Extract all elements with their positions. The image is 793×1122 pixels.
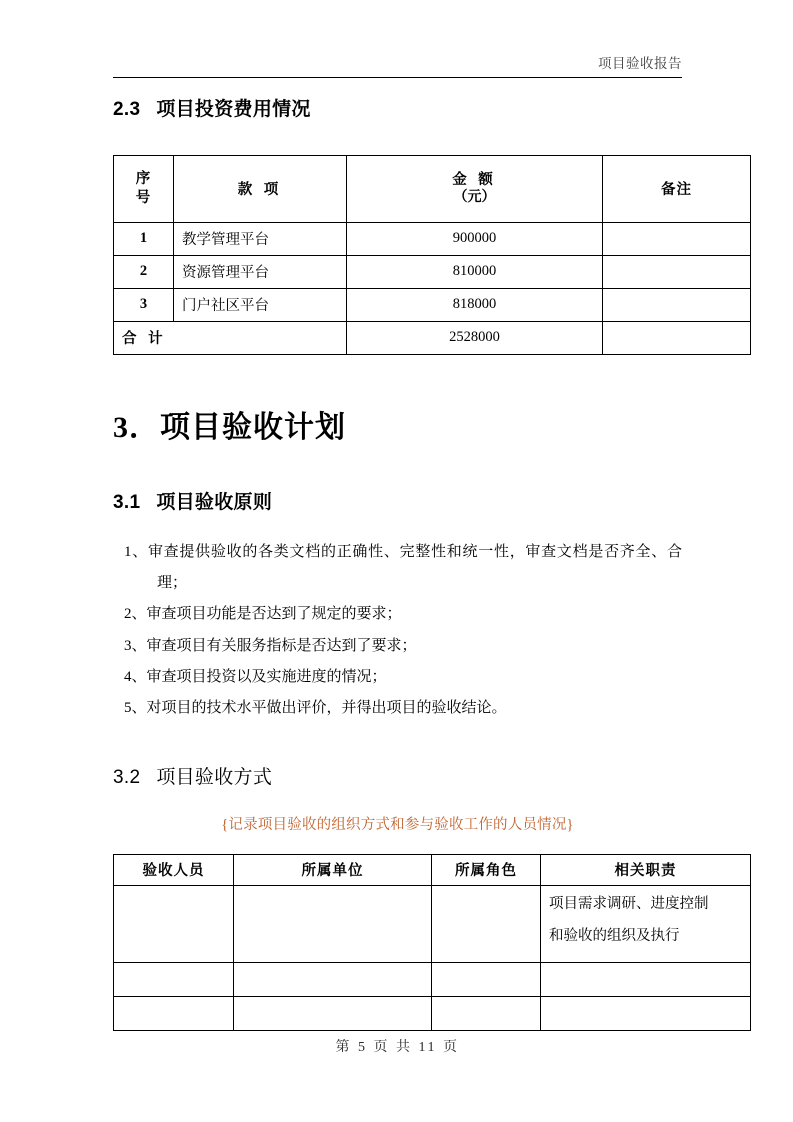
page-footer: 第 5 页 共 11 页 bbox=[335, 1040, 460, 1055]
running-header-rule bbox=[113, 77, 682, 78]
cell-remark bbox=[603, 222, 751, 255]
cell-no: 3 bbox=[114, 288, 174, 321]
cell-remark bbox=[603, 255, 751, 288]
acceptance-personnel-table bbox=[113, 854, 751, 1031]
cell-responsibility bbox=[541, 885, 751, 962]
cell-person bbox=[114, 996, 234, 1030]
cell-item: 门户社区平台 bbox=[174, 288, 347, 321]
heading-acceptance-plan: 3．项目验收计划 bbox=[113, 410, 346, 444]
cell-amount: 818000 bbox=[347, 288, 603, 321]
table-header-row bbox=[114, 155, 751, 222]
cell-total-remark bbox=[603, 321, 751, 354]
table-row bbox=[114, 962, 751, 996]
cell-role bbox=[432, 962, 541, 996]
table-header-row bbox=[114, 854, 751, 885]
header-amount-line1: 金 额 bbox=[452, 171, 497, 188]
running-header-title: 项目验收报告 bbox=[598, 56, 682, 71]
heading-investment-title: 项目投资费用情况 bbox=[156, 99, 311, 120]
header-amount-unit: （元） bbox=[453, 189, 496, 205]
cell-person bbox=[114, 962, 234, 996]
header-cell-responsibility: 相关职责 bbox=[541, 854, 751, 885]
cell-item: 教学管理平台 bbox=[174, 222, 347, 255]
responsibility-line-2: 和验收的组织及执行 bbox=[549, 927, 680, 944]
cell-responsibility bbox=[541, 996, 751, 1030]
cell-remark bbox=[603, 288, 751, 321]
heading-method bbox=[113, 764, 682, 793]
table-row bbox=[114, 222, 751, 255]
cell-item: 资源管理平台 bbox=[174, 255, 347, 288]
heading-investment-number: 2.3 bbox=[113, 99, 141, 120]
acceptance-principles-list bbox=[113, 537, 682, 724]
table-row bbox=[114, 885, 751, 962]
header-cell-person: 验收人员 bbox=[114, 854, 234, 885]
heading-principles-number: 3.1 bbox=[113, 491, 141, 513]
cell-amount: 810000 bbox=[347, 255, 603, 288]
table-total-row bbox=[114, 321, 751, 354]
list-item: 4、审查项目投资以及实施进度的情况； bbox=[124, 668, 387, 685]
cell-no: 1 bbox=[114, 222, 174, 255]
cell-unit bbox=[234, 996, 432, 1030]
header-cell-remark: 备注 bbox=[603, 155, 751, 222]
header-cell-unit: 所属单位 bbox=[234, 854, 432, 885]
table-row bbox=[114, 996, 751, 1030]
list-item: 2、审查项目功能是否达到了规定的要求； bbox=[124, 606, 402, 623]
header-no-line2: 号 bbox=[135, 189, 152, 206]
document-content bbox=[113, 96, 709, 1031]
heading-method-title: 项目验收方式 bbox=[156, 767, 273, 789]
cell-responsibility bbox=[541, 962, 751, 996]
header-cell-role: 所属角色 bbox=[432, 854, 541, 885]
method-instruction-note: {记录项目验收的组织方式和参与验收工作的人员情况} bbox=[221, 816, 574, 833]
cell-no: 2 bbox=[114, 255, 174, 288]
cell-total-label: 合 计 bbox=[114, 321, 347, 354]
cell-person bbox=[114, 885, 234, 962]
cell-role bbox=[432, 996, 541, 1030]
investment-cost-table bbox=[113, 155, 751, 355]
header-cell-no bbox=[114, 155, 174, 222]
heading-principles-title: 项目验收原则 bbox=[156, 491, 273, 513]
list-item: 3、审查项目有关服务指标是否达到了要求； bbox=[124, 637, 417, 654]
heading-investment bbox=[113, 96, 682, 125]
responsibility-line-1: 项目需求调研、进度控制 bbox=[549, 895, 709, 912]
document-running-header bbox=[113, 52, 682, 78]
list-item: 5、对项目的技术水平做出评价，并得出项目的验收结论。 bbox=[124, 699, 507, 716]
header-no-line1: 序 bbox=[135, 171, 152, 188]
cell-total-amount: 2528000 bbox=[347, 321, 603, 354]
heading-method-number: 3.2 bbox=[113, 767, 141, 789]
heading-principles bbox=[113, 489, 682, 518]
cell-role bbox=[432, 885, 541, 962]
cell-unit bbox=[234, 885, 432, 962]
cell-amount: 900000 bbox=[347, 222, 603, 255]
header-cell-item: 款 项 bbox=[174, 155, 347, 222]
cell-unit bbox=[234, 962, 432, 996]
header-cell-amount bbox=[347, 155, 603, 222]
table-row bbox=[114, 255, 751, 288]
table-row bbox=[114, 288, 751, 321]
list-item: 1、审查提供验收的各类文档的正确性、完整性和统一性，审查文档是否齐全、合理； bbox=[124, 544, 682, 592]
